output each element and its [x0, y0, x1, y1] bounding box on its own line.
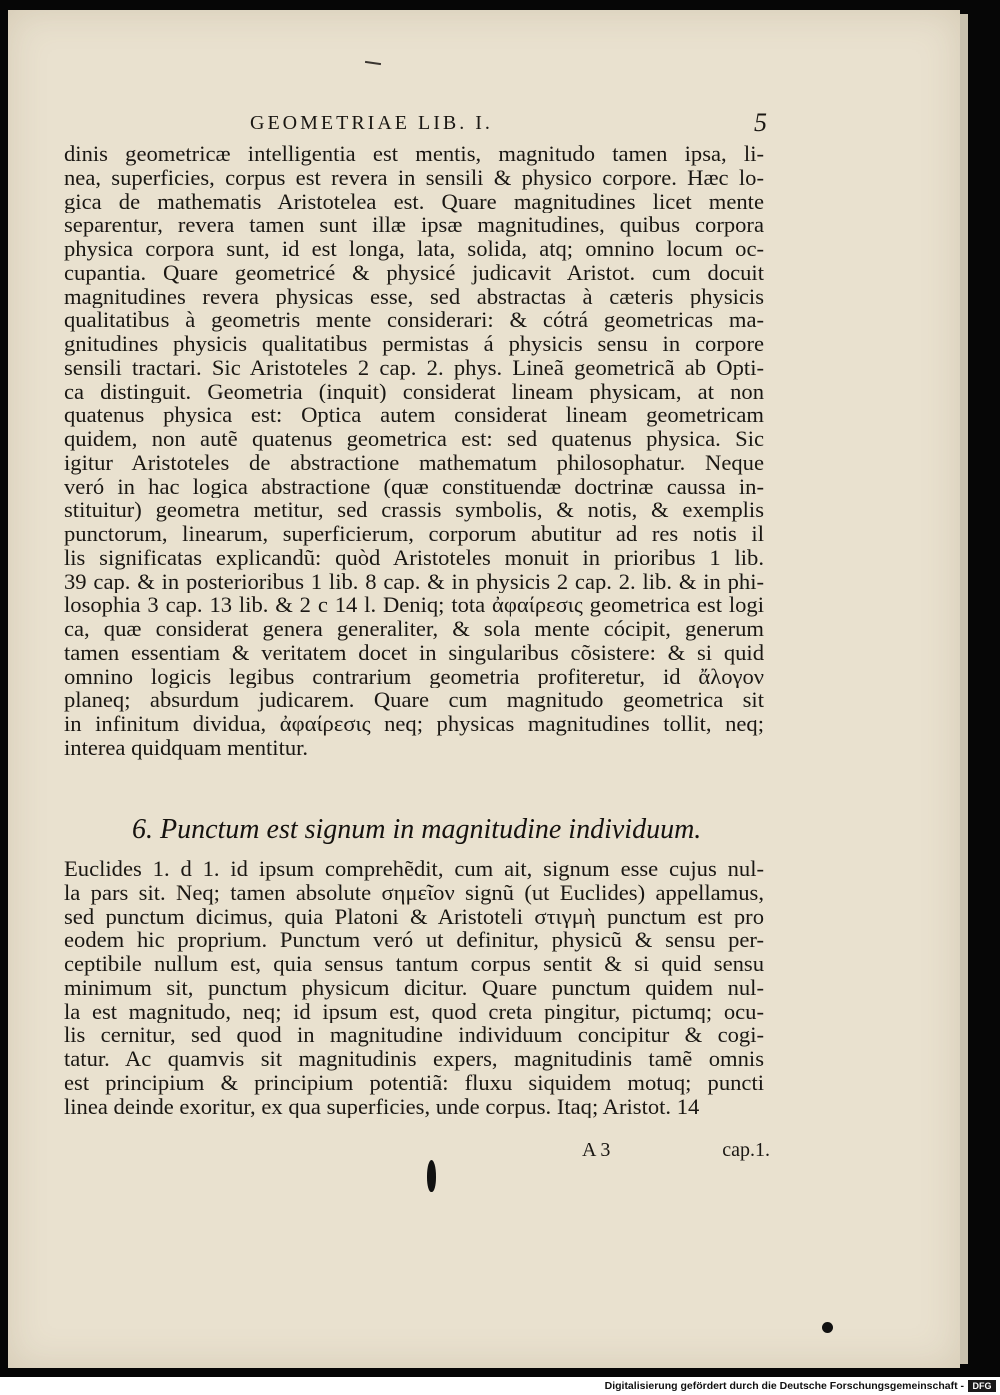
text-line: eodem hic proprium. Punctum veró ut definitur, physicũ & sensu per- — [64, 928, 764, 952]
text-line: tamen essentiam & veritatem docet in singularibus cõsistere: & si quid — [64, 640, 764, 665]
text-line: omnino logicis legibus contrarium geometria profiteretur, id ἄλογον — [64, 664, 764, 689]
text-line: interea quidquam mentitur. — [64, 735, 309, 760]
text-line: sed punctum dicimus, quia Platoni & Aristoteli στιγμὴ punctum est pro — [64, 904, 764, 929]
text-line: la pars sit. Neq; tamen absolute σημεῖον signũ (ut Euclides) appellamus, — [64, 880, 764, 905]
text-line: la est magnitudo, neq; id ipsum est, quod creta pingitur, pictumq; ocu- — [64, 999, 764, 1024]
text-line: punctorum, linearum, superficierum, corporum abutitur ad res notis il — [64, 522, 764, 546]
text-line: losophia 3 cap. 13 lib. & 2 c 14 l. Deniq; tota ἀφαίρεσις geometrica est logi — [64, 593, 764, 617]
text-line: cupantia. Quare geometricé & physicé judicavit Aristot. cum docuit — [64, 260, 764, 285]
text-line: separentur, revera tamen sunt illæ ipsæ magnitudines, quibus corpora — [64, 213, 764, 237]
text-line: lis significatas explicandũ: quòd Aristoteles monuit in prioribus 1 lib. — [64, 545, 764, 570]
text-line: lis cernitur, sed quod in magnitudine individuum concipitur & cogi- — [64, 1023, 764, 1047]
text-line: veró in hac logica abstractione (quæ constituendæ doctrinæ caussa in- — [64, 474, 764, 499]
running-title: GEOMETRIAE LIB. I. — [250, 112, 493, 134]
text-line: sensili tractari. Sic Aristoteles 2 cap. 2. phys. Lineã geometricã ab Opti- — [64, 355, 764, 380]
text-line: magnitudines revera physicas esse, sed abstractas à cæteris physicis — [64, 284, 764, 309]
running-header — [230, 110, 770, 140]
signature-mark: A 3 — [582, 1139, 611, 1161]
ink-dot — [822, 1322, 833, 1333]
text-line: ceptibile nullum est, quia sensus tantum corpus sentit & si quid sensu — [64, 952, 764, 976]
text-line: Euclides 1. d 1. id ipsum comprehẽdit, cum ait, signum esse cujus nul- — [64, 857, 764, 881]
text-line: quidem, non autẽ quatenus geometrica est: sed quatenus physica. Sic — [64, 427, 764, 451]
page-number: 5 — [754, 108, 770, 137]
text-line: gnitudines physicis qualitatibus permistas á physicis sensu in corpore — [64, 332, 764, 356]
text-line: 39 cap. & in posterioribus 1 lib. 8 cap. & in physicis 2 cap. 2. lib. & in phi- — [64, 569, 764, 594]
page-edge — [960, 14, 968, 1364]
dfg-logo-icon: DFG — [968, 1380, 996, 1392]
text-line: linea deinde exoritur, ex qua superficies, unde corpus. Itaq; Aristot. 14 — [64, 1094, 700, 1119]
text-line: planeq; absurdum judicarem. Quare cum magnitudo geometrica sit — [64, 688, 764, 712]
text-line: dinis geometricæ intelligentia est mentis, magnitudo tamen ipsa, li- — [64, 142, 764, 166]
paragraph-2 — [64, 857, 764, 1118]
ink-blot — [427, 1160, 436, 1192]
text-line: qualitatibus à geometris mente considerari: & cótrá geometricas ma- — [64, 308, 764, 332]
text-line: nea, superficies, corpus est revera in sensili & physico corpore. Hæc lo- — [64, 165, 764, 190]
text-line: stituitur) geometra metitur, sed crassis symbolis, & notis, & exemplis — [64, 498, 764, 522]
text-line: igitur Aristoteles de abstractione mathematum philosophatur. Neque — [64, 450, 764, 475]
text-line: ca, quæ considerat genera generaliter, & sola mente cócipit, generum — [64, 617, 764, 641]
text-line: est principium & principium potentiã: fluxu siquidem motuq; puncti — [64, 1070, 764, 1095]
paragraph-1 — [64, 142, 764, 760]
catchword: cap.1. — [722, 1139, 770, 1161]
text-line: physica corpora sunt, id est longa, lata, solida, atq; omnino locum oc- — [64, 237, 764, 261]
text-line: tatur. Ac quamvis sit magnitudinis expers, magnitudinis tamẽ omnis — [64, 1047, 764, 1071]
text-line: in infinitum dividua, ἀφαίρεσις neq; physicas magnitudines tollit, neq; — [64, 712, 764, 736]
text-line: minimum sit, punctum physicum dicitur. Quare punctum quidem nul- — [64, 975, 764, 1000]
banner-text: Digitalisierung gefördert durch die Deutsche Forschungsgemeinschaft - — [604, 1380, 964, 1392]
text-line: quatenus physica est: Optica autem considerat lineam geometricam — [64, 403, 764, 427]
text-line: gica de mathematis Aristotelea est. Quare magnitudines licet mente — [64, 189, 764, 214]
page-footer — [580, 1139, 770, 1165]
text-line: ca distinguit. Geometria (inquit) considerat lineam physicam, at non — [64, 379, 764, 404]
digitization-banner — [0, 1377, 1000, 1395]
proposition-heading: 6. Punctum est signum in magnitudine individuum. — [132, 814, 702, 845]
